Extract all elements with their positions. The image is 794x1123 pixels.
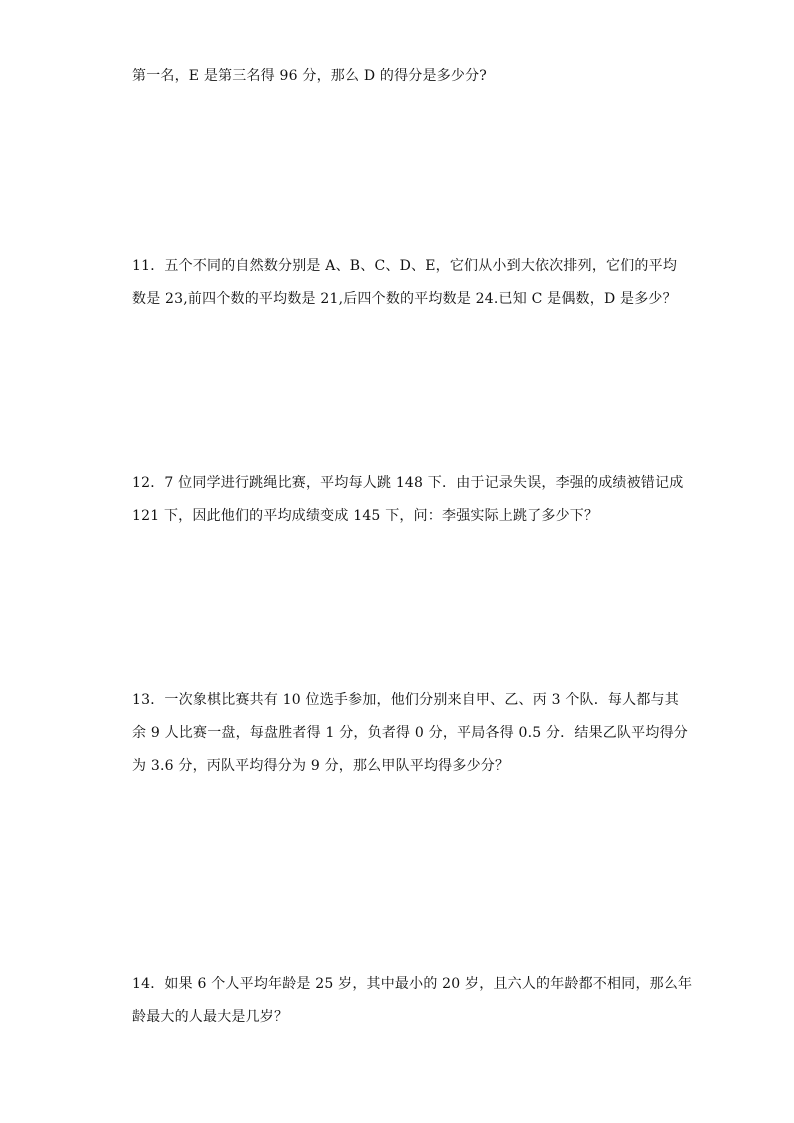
question-10-line-1: 第一名，E 是第三名得 96 分，那么 D 的得分是多少分?	[132, 68, 488, 84]
question-12-line-2: 121 下，因此他们的平均成绩变成 145 下，问：李强实际上跳了多少下？	[132, 508, 599, 524]
question-11-line-2: 数是 23,前四个数的平均数是 21,后四个数的平均数是 24.已知 C 是偶数，D 是多少？	[132, 291, 677, 307]
question-13-line-1: 13．一次象棋比赛共有 10 位选手参加，他们分别来自甲、乙、丙 3 个队．每人都与其	[132, 692, 679, 708]
question-14-line-2: 龄最大的人最大是几岁？	[132, 1009, 289, 1025]
question-13-line-2: 余 9 人比赛一盘，每盘胜者得 1 分，负者得 0 分，平局各得 0.5 分．结果乙队平均得分	[132, 725, 688, 741]
question-13-line-3: 为 3.6 分，丙队平均得分为 9 分，那么甲队平均得多少分？	[132, 758, 510, 774]
question-12-line-1: 12．7 位同学进行跳绳比赛，平均每人跳 148 下．由于记录失误，李强的成绩被错记成	[132, 475, 684, 491]
question-14-line-1: 14．如果 6 个人平均年龄是 25 岁，其中最小的 20 岁，且六人的年龄都不相同，那么年	[132, 976, 693, 992]
question-11-line-1: 11．五个不同的自然数分别是 A、B、C、D、E，它们从小到大依次排列，它们的平均	[132, 258, 678, 274]
